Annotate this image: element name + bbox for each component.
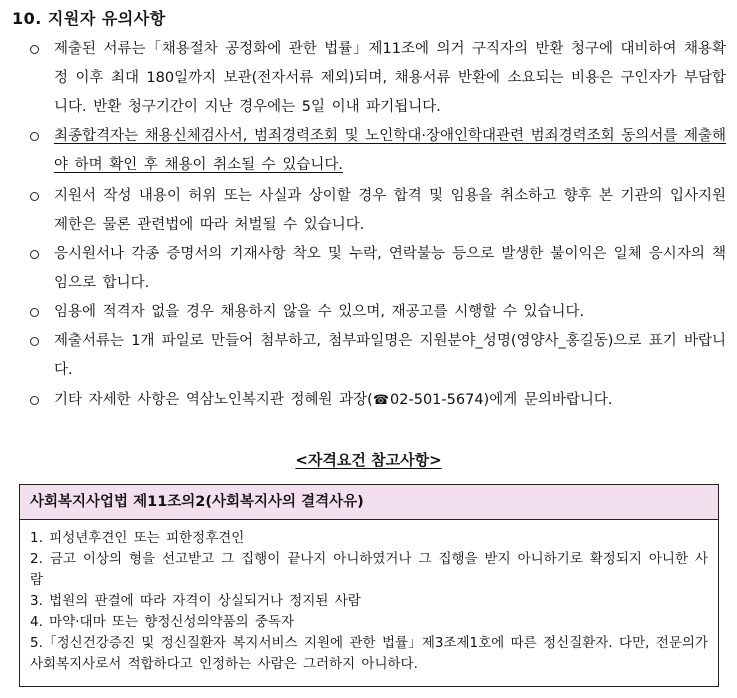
notice-text: 임용에 적격자 없을 경우 채용하지 않을 수 있으며, 재공고를 시행할 수 있습니다. xyxy=(54,304,585,320)
circle-bullet-icon xyxy=(30,308,39,317)
contact-text-after: 02-501-5674)에게 문의바랍니다. xyxy=(390,392,613,408)
notice-item-no-hire xyxy=(30,298,726,327)
notice-item-file-naming xyxy=(30,327,726,385)
section-title: 10. 지원자 유의사항 xyxy=(12,9,166,28)
notice-item-false-info xyxy=(30,182,726,240)
list-item: 1. 피성년후견인 또는 피한정후견인 xyxy=(30,530,245,546)
notice-item-final-documents xyxy=(30,122,726,180)
list-item: 4. 마약·대마 또는 향정신성의약품의 중독자 xyxy=(30,614,295,630)
circle-bullet-icon xyxy=(30,396,39,405)
list-item: 2. 금고 이상의 형을 선고받고 그 집행이 끝나지 아니하였거나 그 집행을 받지 아니하기로 확정되지 아니한 사람 xyxy=(30,551,708,588)
circle-bullet-icon xyxy=(30,45,39,54)
notice-item-contact xyxy=(30,386,726,415)
notice-text: 최종합격자는 채용신체검사서, 범죄경력조회 및 노인학대·장애인학대관련 범죄경력조회 동의서를 제출해야 하며 확인 후 채용이 취소될 수 있습니다. xyxy=(54,128,726,173)
notice-text: 지원서 작성 내용이 허위 또는 사실과 상이할 경우 합격 및 임용을 취소하고 향후 본 기관의 입사지원 제한은 물론 관련법에 따라 처벌될 수 있습니다. xyxy=(54,188,726,233)
list-item: 5.「정신건강증진 및 정신질환자 복지서비스 지원에 관한 법률」제3조제1호에 따른 정신질환자. 다만, 전문의가 사회복지사로서 적합하다고 인정하는 사람은 그러하지 아니하다. xyxy=(30,635,708,672)
contact-text-before: 기타 자세한 사항은 역삼노인복지관 정혜원 과장( xyxy=(54,392,373,408)
list-item: 3. 법원의 판결에 따라 자격이 상실되거나 정지된 사람 xyxy=(30,593,361,609)
circle-bullet-icon xyxy=(30,132,39,141)
circle-bullet-icon xyxy=(30,192,39,201)
circle-bullet-icon xyxy=(30,250,39,259)
telephone-icon: ☎ xyxy=(372,393,390,408)
notice-item-responsibility xyxy=(30,240,726,298)
notice-text: 제출서류는 1개 파일로 만들어 첨부하고, 첨부파일명은 지원분야_성명(영양사_홍길동)으로 표기 바랍니다. xyxy=(54,333,726,378)
disqualification-box-title: 사회복지사업법 제11조의2(사회복지사의 결격사유) xyxy=(20,485,718,520)
circle-bullet-icon xyxy=(30,337,39,346)
notice-text: 응시원서나 각종 증명서의 기재사항 착오 및 누락, 연락불능 등으로 발생한 불이익은 일체 응시자의 책임으로 합니다. xyxy=(54,246,726,291)
notice-text: 제출된 서류는「채용절차 공정화에 관한 법률」제11조에 의거 구직자의 반환 청구에 대비하여 채용확정 이후 최대 180일까지 보관(전자서류 제외)되며, 채용서류 반환에 소요되는 비용은 구인자가 부담합니다. 반환 청구기간이 지난 경우에는 5일 이내 파기됩니다. xyxy=(54,41,726,115)
notice-item-retention xyxy=(30,35,726,122)
notice-text xyxy=(54,386,726,415)
disqualification-box xyxy=(19,484,719,687)
disqualification-list xyxy=(20,520,718,675)
reference-title: <자격요건 참고사항> xyxy=(295,451,442,469)
